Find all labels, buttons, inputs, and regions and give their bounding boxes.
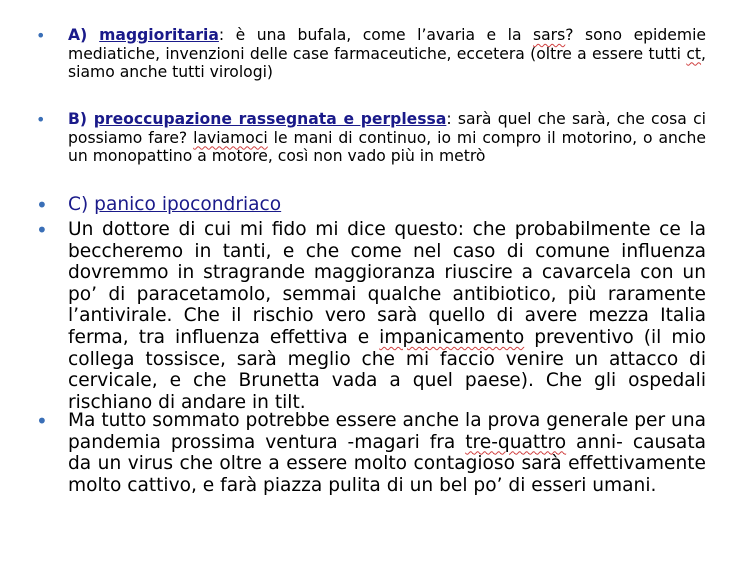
item-a-title: maggioritaria [99, 26, 219, 44]
item-b-text-part2: le mani di continuo, io mi compro il motorino, o anche un monopattino a motore, così non vado più in metrò [68, 128, 706, 165]
item-a-spellcheck-word: sars [533, 26, 566, 44]
item-a-text-part1: : è una bufala, come l’avaria e la [218, 26, 533, 44]
paragraph-1-text [68, 219, 706, 413]
item-c-title: panico ipocondriaco [94, 194, 282, 215]
item-a-label: A) [68, 26, 100, 44]
paragraph-2-part1: Ma tutto sommato potrebbe essere anche la prova generale per una pandemia prossima ventura -magari fra [68, 410, 706, 453]
paragraph-2-text [68, 410, 706, 496]
item-b-text-part1: : sarà quel che sarà, che cosa ci possiamo fare? [68, 110, 706, 147]
paragraph-1-part2: preventivo (il mio collega tossisce, sarà meglio che mi faccio venire un attacco di cervicale, e che Brunetta vada a quel paese). Che gli ospedali rischiano di andare in tilt. [68, 326, 707, 413]
bullet-icon: • [36, 218, 48, 242]
item-b-text [68, 110, 706, 166]
item-c-label: C) [68, 194, 95, 215]
item-b-title: preoccupazione rassegnata e perplessa [93, 110, 447, 128]
bullet-icon: • [36, 193, 48, 217]
bullet-icon: • [36, 409, 48, 433]
paragraph-1-spellcheck-word: impanicamento [379, 326, 525, 348]
bullet-icon: • [36, 26, 46, 45]
item-b-label: B) [68, 110, 94, 128]
item-a-text-part2: ? sono epidemie mediatiche, invenzioni delle case farmaceutiche, eccetera (oltre a essere tutti [68, 26, 707, 63]
paragraph-2-spellcheck-word: tre-quattro [465, 431, 567, 453]
item-c-text [68, 194, 706, 216]
paragraph-2-part2: anni- causata da un virus che oltre a essere molto contagioso sarà effettivamente molto cattivo, e farà piazza pulita di un bel po’ di esseri umani. [68, 431, 707, 496]
item-a-text-part3: , siamo anche tutti virologi) [68, 44, 706, 81]
item-a-text [68, 26, 706, 82]
paragraph-1-part1: Un dottore di cui mi fido mi dice questo: che probabilmente ce la beccheremo in tanti, e che come nel caso di comune influenza dovremmo in stragrande maggioranza riuscire a cavarcela con un po’ di paracetamolo, semmai qualche antibiotico, più raramente l’antivirale. Che il rischio vero sarà quello di avere mezza Italia ferma, tra influenza effettiva e [68, 219, 706, 348]
bullet-icon: • [36, 110, 46, 129]
item-a-spellcheck-word-2: ct [686, 44, 702, 63]
item-b-spellcheck-word: laviamoci [193, 128, 268, 147]
